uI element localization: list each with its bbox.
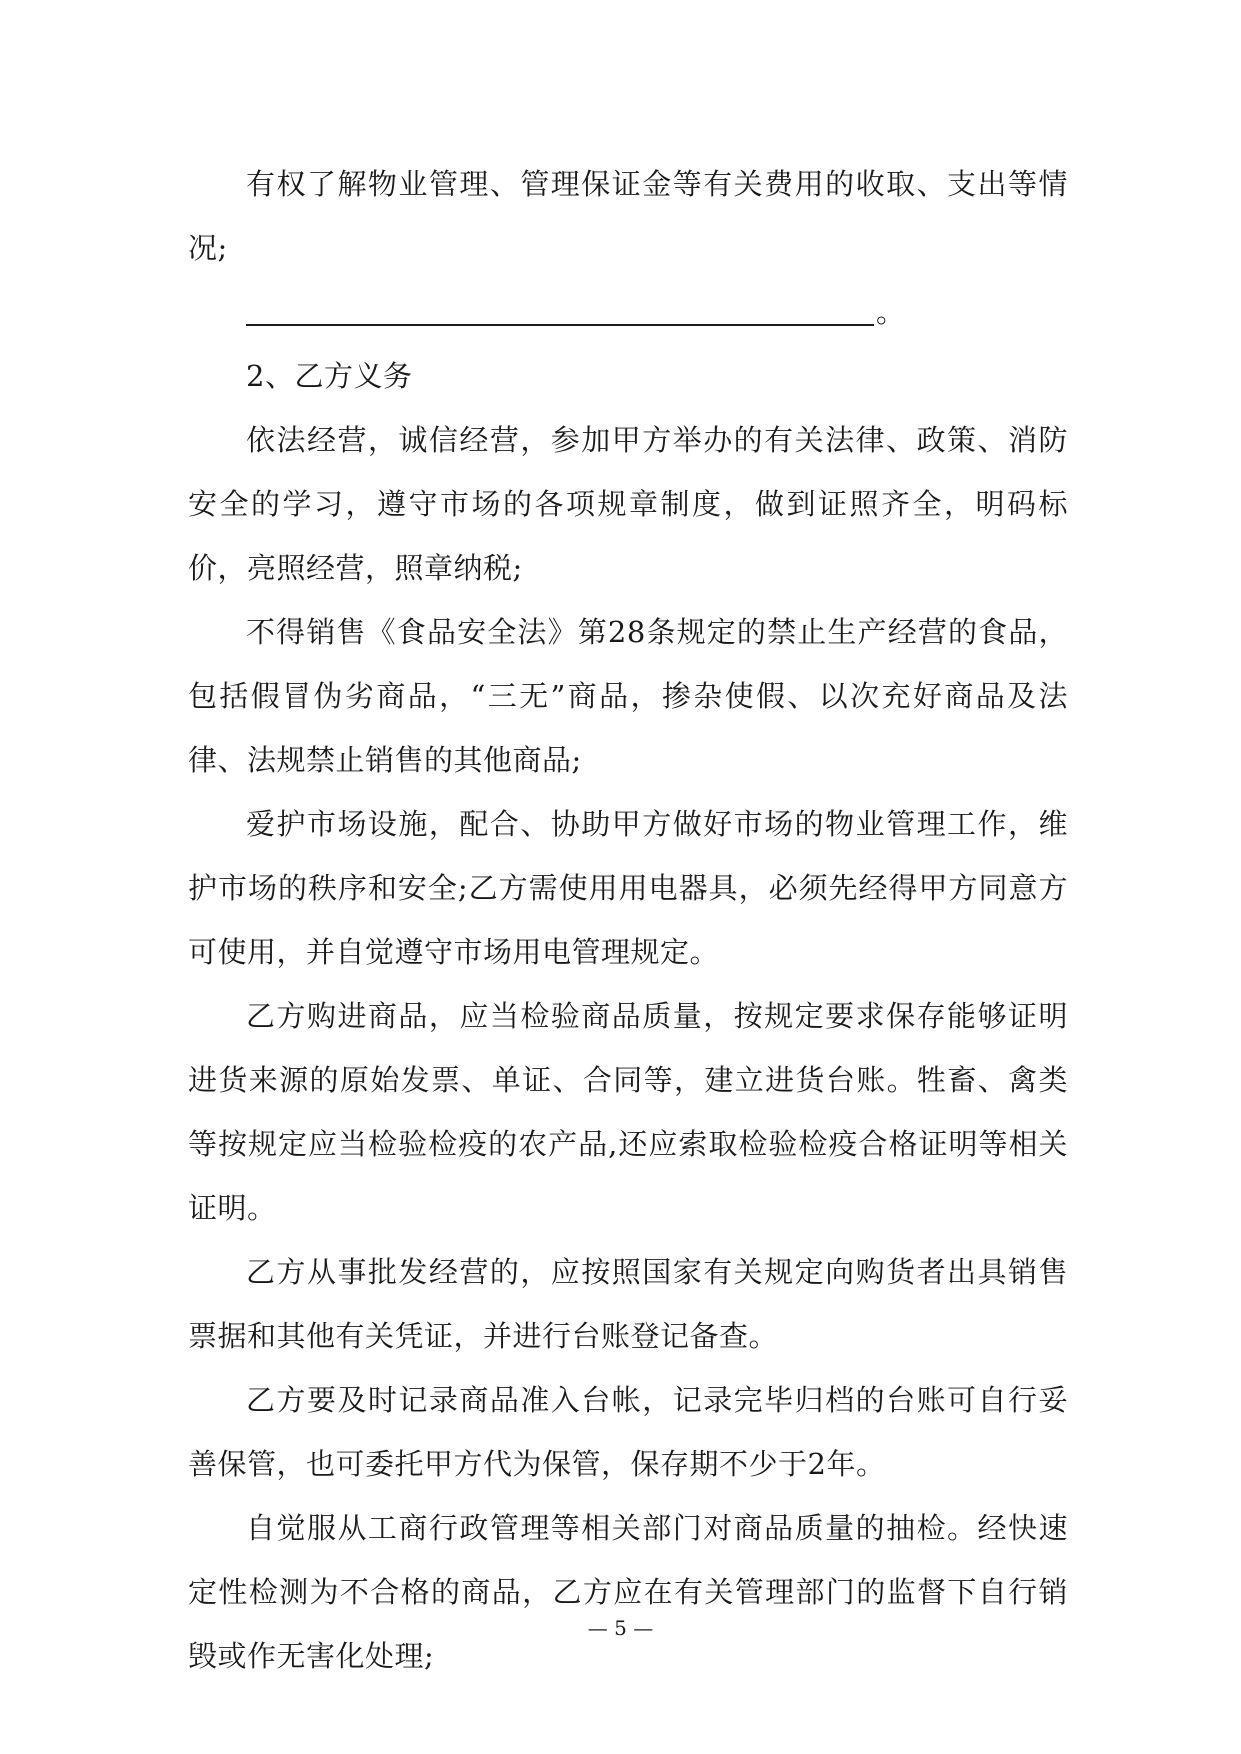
- paragraph-prohibited-goods: 不得销售《食品安全法》第28条规定的禁止生产经营的食品，包括假冒伪劣商品，“三无”商品，掺杂使假、以次充好商品及法律、法规禁止销售的其他商品;: [188, 615, 1068, 777]
- blank-end-mark: 。: [876, 295, 906, 329]
- paragraph-ledger-records: 乙方要及时记录商品准入台帐，记录完毕归档的台账可自行妥善保管，也可委托甲方代为保管，保存期不少于2年。: [188, 1383, 1068, 1481]
- paragraph-property-rights: 有权了解物业管理、管理保证金等有关费用的收取、支出等情况;: [188, 167, 1068, 265]
- paragraph-wholesale-receipts: 乙方从事批发经营的，应按照国家有关规定向购货者出具销售票据和其他有关凭证，并进行台账登记备查。: [188, 1255, 1068, 1353]
- section-heading-party-b-obligations: 2、乙方义务: [246, 359, 413, 393]
- page-number: — 5 —: [587, 1616, 654, 1640]
- paragraph-facility-care: 爱护市场设施，配合、协助甲方做好市场的物业管理工作，维护市场的秩序和安全;乙方需使用用电器具，必须先经得甲方同意方可使用，并自觉遵守市场用电管理规定。: [188, 807, 1068, 969]
- blank-underline: [246, 324, 874, 326]
- paragraph-purchase-inspection: 乙方购进商品，应当检验商品质量，按规定要求保存能够证明进货来源的原始发票、单证、合同等，建立进货台账。牲畜、禽类等按规定应当检验检疫的农产品,还应索取检验检疫合格证明等相关证明。: [188, 999, 1068, 1225]
- paragraph-quality-inspection: 自觉服从工商行政管理等相关部门对商品质量的抽检。经快速定性检测为不合格的商品，乙方应在有关管理部门的监督下自行销毁或作无害化处理;: [188, 1511, 1068, 1673]
- fill-in-blank-line: [188, 280, 1068, 344]
- document-body: [188, 152, 1068, 1688]
- paragraph-lawful-operation: 依法经营，诚信经营，参加甲方举办的有关法律、政策、消防安全的学习，遵守市场的各项规章制度，做到证照齐全，明码标价，亮照经营，照章纳税;: [188, 423, 1068, 585]
